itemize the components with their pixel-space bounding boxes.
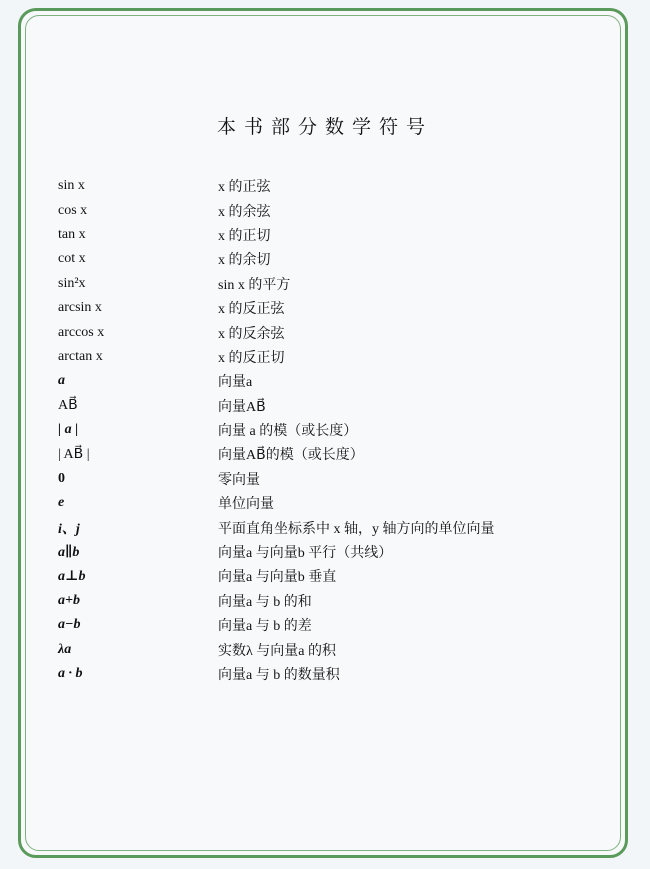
table-row xyxy=(58,345,578,369)
symbol-cell: arcsin x xyxy=(58,300,102,316)
symbol-cell: sin²x xyxy=(58,275,86,291)
meaning-cell: 向量 a 的模（或长度） xyxy=(218,424,358,440)
meaning-cell: 向量a 与 b 的数量积 xyxy=(218,668,340,683)
table-row xyxy=(58,320,578,344)
symbol-cell: a−b xyxy=(58,617,81,633)
symbol-cell: e xyxy=(58,495,65,511)
table-row xyxy=(58,198,578,222)
meaning-cell: 实数λ 与向量a 的积 xyxy=(218,643,337,659)
meaning-cell: 向量a xyxy=(218,375,253,391)
table-row xyxy=(58,540,578,564)
table-row xyxy=(58,223,578,247)
meaning-cell: 向量AB⃗的模（或长度） xyxy=(218,448,364,464)
meaning-cell: sin x 的平方 xyxy=(218,277,291,293)
table-row xyxy=(58,564,578,588)
page-title: 本书部分数学符号 xyxy=(216,116,433,138)
symbol-cell: | AB⃗ | xyxy=(58,446,90,462)
meaning-cell: x 的正弦 xyxy=(218,180,271,196)
symbol-cell: | a | xyxy=(58,422,79,438)
table-row xyxy=(58,418,578,442)
meaning-cell: 平面直角坐标系中 x 轴，y 轴方向的单位向量 xyxy=(218,521,495,537)
meaning-cell: 向量a 与 b 的和 xyxy=(218,594,312,610)
symbol-cell: arccos x xyxy=(58,324,105,340)
meaning-cell: x 的反正弦 xyxy=(218,302,285,318)
symbol-cell: cot x xyxy=(58,251,86,267)
meaning-cell: x 的正切 xyxy=(218,228,271,244)
symbol-cell: a+b xyxy=(58,592,80,608)
table-row xyxy=(58,589,578,613)
table-row xyxy=(58,491,578,515)
table-row xyxy=(58,394,578,418)
meaning-cell: 向量a 与 b 的差 xyxy=(218,619,312,635)
meaning-cell: 向量AB⃗ xyxy=(218,399,266,415)
meaning-cell: x 的余弦 xyxy=(218,204,271,220)
meaning-cell: 向量a 与向量b 平行（共线） xyxy=(218,546,393,562)
symbol-cell: a xyxy=(58,373,65,389)
symbol-cell: cos x xyxy=(58,202,88,218)
symbol-cell: sin x xyxy=(58,178,85,194)
table-row xyxy=(58,369,578,393)
table-row xyxy=(58,442,578,466)
meaning-cell: x 的反余弦 xyxy=(218,326,285,342)
symbol-cell: a∥b xyxy=(58,544,80,560)
symbol-cell: AB⃗ xyxy=(58,398,78,414)
symbol-cell: a · b xyxy=(58,666,83,681)
symbol-cell: λa xyxy=(58,641,72,657)
symbol-cell: i、j xyxy=(58,521,80,537)
symbol-table xyxy=(58,174,578,686)
meaning-cell: x 的反正切 xyxy=(218,350,285,366)
table-row xyxy=(58,296,578,320)
table-row xyxy=(58,272,578,296)
table-row xyxy=(58,637,578,661)
symbol-cell: a⊥b xyxy=(58,568,86,584)
symbol-cell: tan x xyxy=(58,226,86,242)
meaning-cell: 零向量 xyxy=(218,472,260,488)
table-row xyxy=(58,247,578,271)
table-row xyxy=(58,467,578,491)
table-row xyxy=(58,613,578,637)
meaning-cell: 单位向量 xyxy=(218,497,274,513)
symbol-cell: arctan x xyxy=(58,348,103,364)
table-row xyxy=(58,515,578,539)
table-row xyxy=(58,174,578,198)
meaning-cell: x 的余切 xyxy=(218,253,271,269)
table-row xyxy=(58,662,578,686)
symbol-cell: 0 xyxy=(58,470,65,486)
meaning-cell: 向量a 与向量b 垂直 xyxy=(218,570,337,586)
